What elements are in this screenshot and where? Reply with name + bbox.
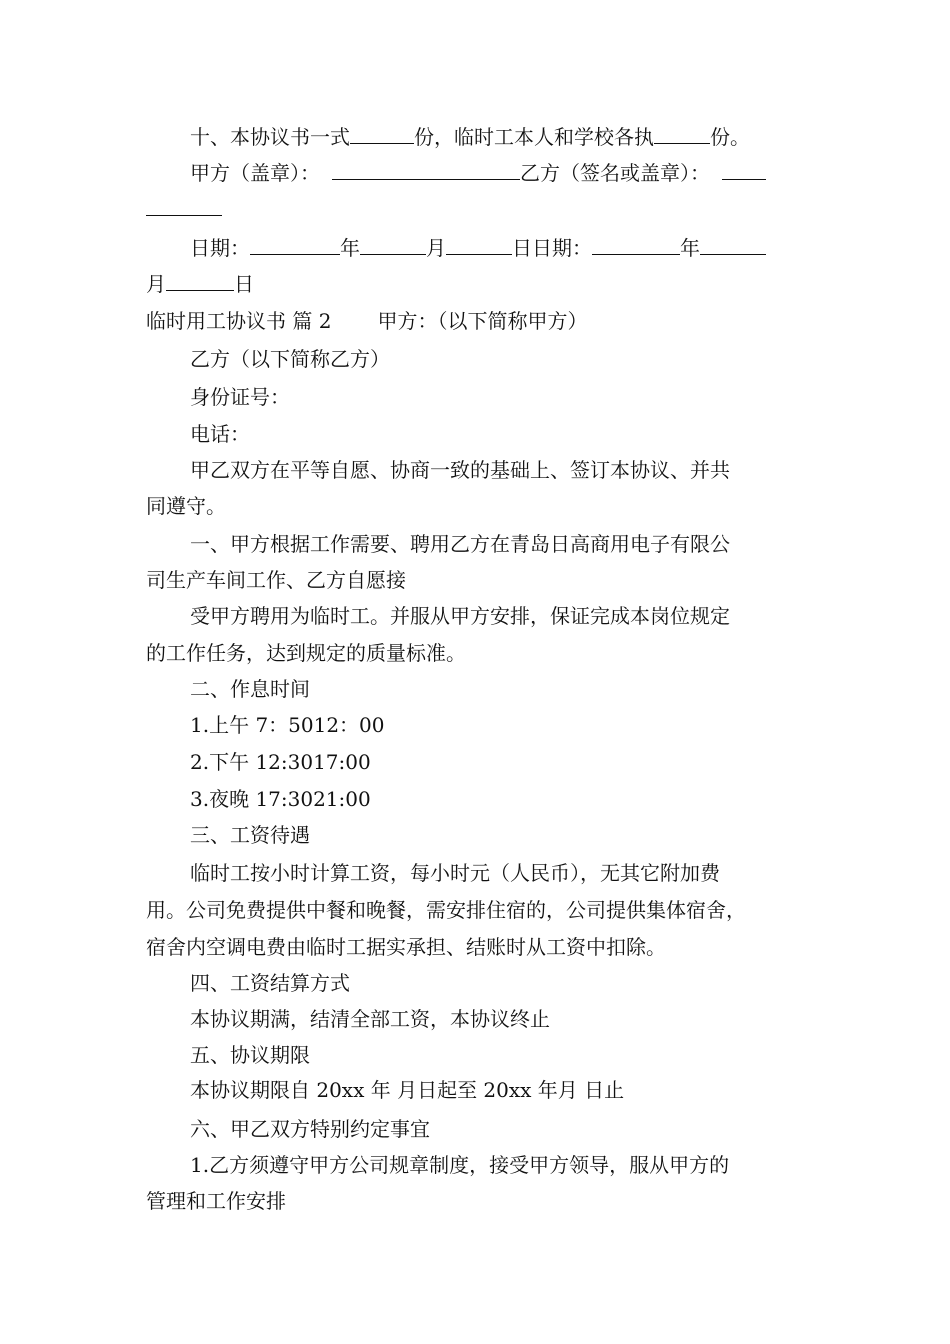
blank-line	[722, 161, 766, 180]
text: 月	[146, 272, 166, 296]
clause-one: 司生产车间工作、乙方自愿接	[146, 568, 406, 592]
text: 日日期：	[512, 236, 592, 260]
blank-line	[654, 125, 710, 144]
clause-one: 一、甲方根据工作需要、聘用乙方在青岛日高商用电子有限公	[190, 532, 730, 556]
paragraph: 受甲方聘用为临时工。并服从甲方安排，保证完成本岗位规定	[190, 604, 730, 628]
paragraph: 甲乙双方在平等自愿、协商一致的基础上、签订本协议、并共	[190, 458, 730, 482]
blank-line	[250, 236, 340, 255]
text: 份，临时工本人和学校各执	[414, 125, 654, 149]
blank-line	[350, 125, 414, 144]
text: 日	[234, 272, 254, 296]
text: 甲方（盖章）：	[190, 161, 320, 185]
paragraph: 同遵守。	[146, 494, 226, 518]
phone: 电话：	[190, 422, 250, 446]
blank-line	[700, 236, 766, 255]
blank-line	[360, 236, 426, 255]
blank-line	[332, 161, 520, 180]
blank-line	[446, 236, 512, 255]
schedule-item: 2.下午 12:3017:00	[190, 750, 371, 774]
text: 日期：	[190, 236, 250, 260]
heading-settlement: 四、工资结算方式	[190, 971, 350, 995]
paragraph: 用。公司免费提供中餐和晚餐，需安排住宿的，公司提供集体宿舍，	[146, 898, 746, 922]
text: 年	[680, 236, 700, 260]
id-number: 身份证号：	[190, 385, 290, 409]
party-signature-line-cont	[146, 196, 222, 222]
party-b: 乙方（以下简称乙方）	[190, 347, 390, 371]
blank-line	[592, 236, 680, 255]
heading-term: 五、协议期限	[190, 1043, 310, 1067]
doc-title: 临时用工协议书 篇 2	[146, 309, 332, 333]
paragraph: 1.乙方须遵守甲方公司规章制度，接受甲方领导，服从甲方的	[190, 1153, 730, 1177]
blank-line	[146, 197, 222, 216]
paragraph: 的工作任务，达到规定的质量标准。	[146, 641, 466, 665]
heading-schedule: 二、作息时间	[190, 677, 310, 701]
text: 十、本协议书一式	[190, 125, 350, 149]
section-heading-line	[146, 308, 587, 334]
heading-wages: 三、工资待遇	[190, 823, 310, 847]
date-line-cont	[146, 271, 254, 297]
paragraph: 本协议期限自 20xx 年 月日起至 20xx 年月 日止	[190, 1078, 625, 1102]
party-signature-line	[190, 160, 766, 186]
clause-ten-copies	[190, 124, 750, 150]
text: 年	[340, 236, 360, 260]
text: 甲方：（以下简称甲方）	[377, 309, 588, 333]
paragraph: 管理和工作安排	[146, 1189, 286, 1213]
text: 乙方（签名或盖章）：	[520, 161, 710, 185]
paragraph: 宿舍内空调电费由临时工据实承担、结账时从工资中扣除。	[146, 935, 666, 959]
blank-line	[166, 272, 234, 291]
heading-special: 六、甲乙双方特别约定事宜	[190, 1117, 430, 1141]
text: 份。	[710, 125, 750, 149]
schedule-item: 1.上午 7：5012：00	[190, 713, 385, 737]
schedule-item: 3.夜晚 17:3021:00	[190, 787, 371, 811]
date-line	[190, 235, 766, 261]
text: 月	[426, 236, 446, 260]
paragraph: 本协议期满，结清全部工资，本协议终止	[190, 1007, 550, 1031]
paragraph: 临时工按小时计算工资，每小时元（人民币），无其它附加费	[190, 861, 720, 885]
